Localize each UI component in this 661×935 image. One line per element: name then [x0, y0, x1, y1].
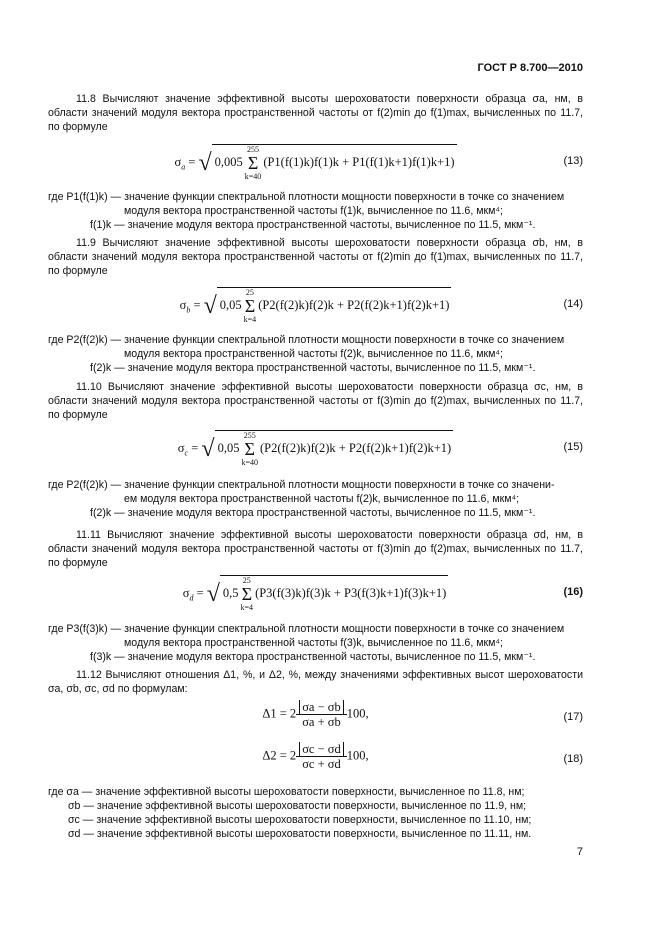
- eq13-number: (13): [563, 155, 583, 167]
- eq18-number: (18): [563, 753, 583, 765]
- eq13-sum: 255 Σ k=40: [244, 145, 262, 181]
- eq15-number: (15): [563, 441, 583, 453]
- paragraph-11-8: 11.8 Вычисляют значение эффективной высоты шероховатости поверхности образца σa, нм, в области значений модуля вектора пространственной частоты от f(2)min до f(1)max, вычисленных по 11.7, по формуле: [48, 93, 583, 133]
- def15: где P2(f(2)k) — значение функции спектральной плотности мощности поверхности в точке со значени- ем модуля вектора пространственной частоты f(2)k, вычисленное по 11.6, мкм⁴; f(2)k — значение модуля вектора пространственной частоты, вычисленное по 11.5, мкм⁻¹.: [48, 479, 555, 519]
- standard-header: ГОСТ Р 8.700—2010: [477, 62, 583, 74]
- eq14-number: (14): [563, 298, 583, 310]
- paragraph-11-9: 11.9 Вычисляют значение эффективной высоты шероховатости поверхности образца σb, нм, в области значений модуля вектора пространственной частоты от f(2)min до f(1)max, вычисленных по 11.7, по формуле: [48, 237, 583, 277]
- def13: где P1(f(1)k) — значение функции спектральной плотности мощности поверхности в точке со значением модуля вектора пространственной частоты f(1)k, вычисленное по 11.6, мкм⁴; f(1)k — значение модуля вектора пространственной частоты, вычисленное по 11.5, мкм⁻¹.: [48, 191, 565, 231]
- equation-13: $\sigma_a$ = √ 0,005255 Σ k=40(P1(f(1)k)f(1)k + P1(f(1)k+1)f(1)k+1) (13): [174, 145, 583, 181]
- equation-17: Δ1 = 2 $\frac{\sigma a - \sigma b}{\sigma a + \sigma b}$ 100, (17): [262, 700, 583, 729]
- equation-18: Δ2 = 2 $\frac{\sigma c - \sigma d}{\sigma c + \sigma d}$ 100, (18): [262, 742, 583, 771]
- equation-16: $\sigma_d$ = √ 0,525 Σ k=4(P3(f(3)k)f(3)k + P3(f(3)k+1)f(3)k+1) (16): [182, 576, 583, 612]
- sigma-definitions: где σa — значение эффективной высоты шероховатости поверхности, вычисленное по 11.8, нм; σb — значение эффективной высоты шероховатости поверхности, вычисленное по 11.9, нм; σc — значение эффективной высоты шероховатости поверхности, вычисленное по 11.10, нм; σd — значение эффективной высоты шероховатости поверхности, вычисленное по 11.11, нм.: [48, 786, 532, 840]
- paragraph-11-12: 11.12 Вычисляют отношения Δ1, %, и Δ2, %, между значениями эффективных высот шероховатости σa, σb, σc, σd по формулам:: [48, 669, 583, 695]
- paragraph-11-10: 11.10 Вычисляют значение эффективной высоты шероховатости поверхности образца σc, нм, в области значений модуля вектора пространственной частоты от f(3)min до f(2)max, вычисленных по 11.7, по формуле: [48, 381, 583, 421]
- eq16-number: (16): [563, 586, 583, 598]
- equation-14: $\sigma_b$ = √ 0,0525 Σ k=4(P2(f(2)k)f(2)k + P2(f(2)k+1)f(2)k+1) (14): [179, 288, 583, 324]
- eq13-coef: 0,005: [214, 154, 243, 169]
- def14: где P2(f(2)k) — значение функции спектральной плотности мощности поверхности в точке со значением модуля вектора пространственной частоты f(2)k, вычисленное по 11.6, мкм⁴; f(2)k — значение модуля вектора пространственной частоты, вычисленное по 11.5, мкм⁻¹.: [48, 334, 565, 374]
- page-number: 7: [576, 846, 583, 858]
- eq17-number: (17): [563, 711, 583, 723]
- def16: где P3(f(3)k) — значение функции спектральной плотности мощности поверхности в точке со значением модуля вектора пространственной частоты f(3)k, вычисленное по 11.6, мкм⁴; f(3)k — значение модуля вектора пространственной частоты, вычисленное по 11.5, мкм⁻¹.: [48, 623, 565, 663]
- eq13-body: (P1(f(1)k)f(1)k + P1(f(1)k+1)f(1)k+1): [263, 154, 455, 169]
- paragraph-11-11: 11.11 Вычисляют значение эффективной высоты шероховатости поверхности образца σd, нм, в области значений модуля вектора пространственной частоты от f(3)min до f(2)max, вычисленных по 11.7, по формуле: [48, 529, 583, 569]
- equation-15: $\sigma_c$ = √ 0,05255 Σ k=40(P2(f(2)k)f(2)k + P2(f(2)k+1)f(2)k+1) (15): [177, 431, 583, 467]
